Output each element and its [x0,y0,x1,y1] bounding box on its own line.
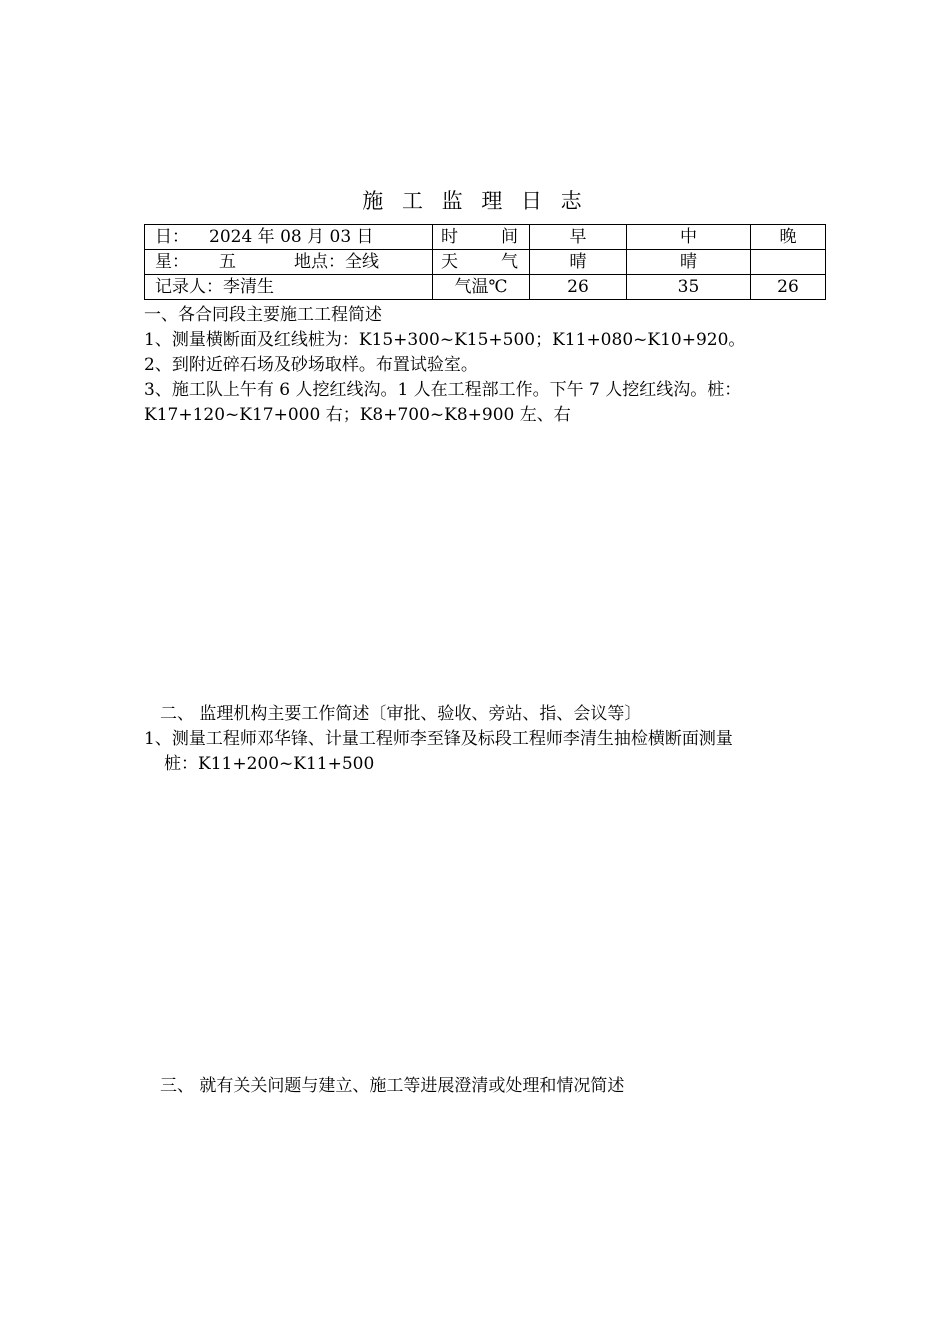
table-row-weather [145,250,826,275]
log-info-table [144,224,826,300]
section2-heading: 二、 监理机构主要工作简述〔审批、验收、旁站、指、会议等〕 [160,704,642,724]
section2-item-1: 1、测量工程师邓华锋、计量工程师李至锋及标段工程师李清生抽检横断面测量 [144,729,733,749]
date-value: 2024 年 08 月 03 日 [209,227,374,247]
section2-item-1-cont: 桩：K11+200~K11+500 [164,754,375,774]
section1-item-1: 1、测量横断面及红线桩为：K15+300~K15+500；K11+080~K10+920。 [144,330,746,350]
weather-label-cell [433,250,530,275]
weather-label-b: 气 [501,252,518,272]
table-row-temperature [145,275,826,300]
recorder-label: 记录人：李清生 [155,277,274,297]
temp-label: 气温℃ [433,275,530,300]
section1-heading: 一、各合同段主要施工工程简述 [144,305,382,325]
temp-noon: 35 [627,275,751,300]
section3-heading: 三、 就有关关问题与建立、施工等进展澄清或处理和情况简述 [160,1076,625,1096]
time-label-cell [433,225,530,250]
time-label-b: 间 [501,227,518,247]
temp-evening: 26 [751,275,826,300]
section1-item-3-cont: K17+120~K17+000 右；K8+700~K8+900 左、右 [144,405,571,425]
section1-item-3: 3、施工队上午有 6 人挖红线沟。1 人在工程部工作。下午 7 人挖红线沟。桩： [144,380,742,400]
weather-label-a: 天 [441,252,458,272]
weekday-label: 星： [155,252,189,272]
section1-item-2: 2、到附近碎石场及砂场取样。布置试验室。 [144,355,478,375]
weekday-value: 五 [219,252,236,272]
date-label: 日： [155,227,189,247]
weather-morning: 晴 [530,250,627,275]
weekday-location-cell [145,250,433,275]
col-noon: 中 [627,225,751,250]
location-label: 地点：全线 [294,252,379,272]
date-cell [145,225,433,250]
temp-morning: 26 [530,275,627,300]
table-row-date [145,225,826,250]
page-title: 施 工 监 理 日 志 [362,189,588,213]
weather-noon: 晴 [627,250,751,275]
recorder-cell [145,275,433,300]
time-label-a: 时 [441,227,458,247]
weather-evening [751,250,826,275]
col-evening: 晚 [751,225,826,250]
col-morning: 早 [530,225,627,250]
